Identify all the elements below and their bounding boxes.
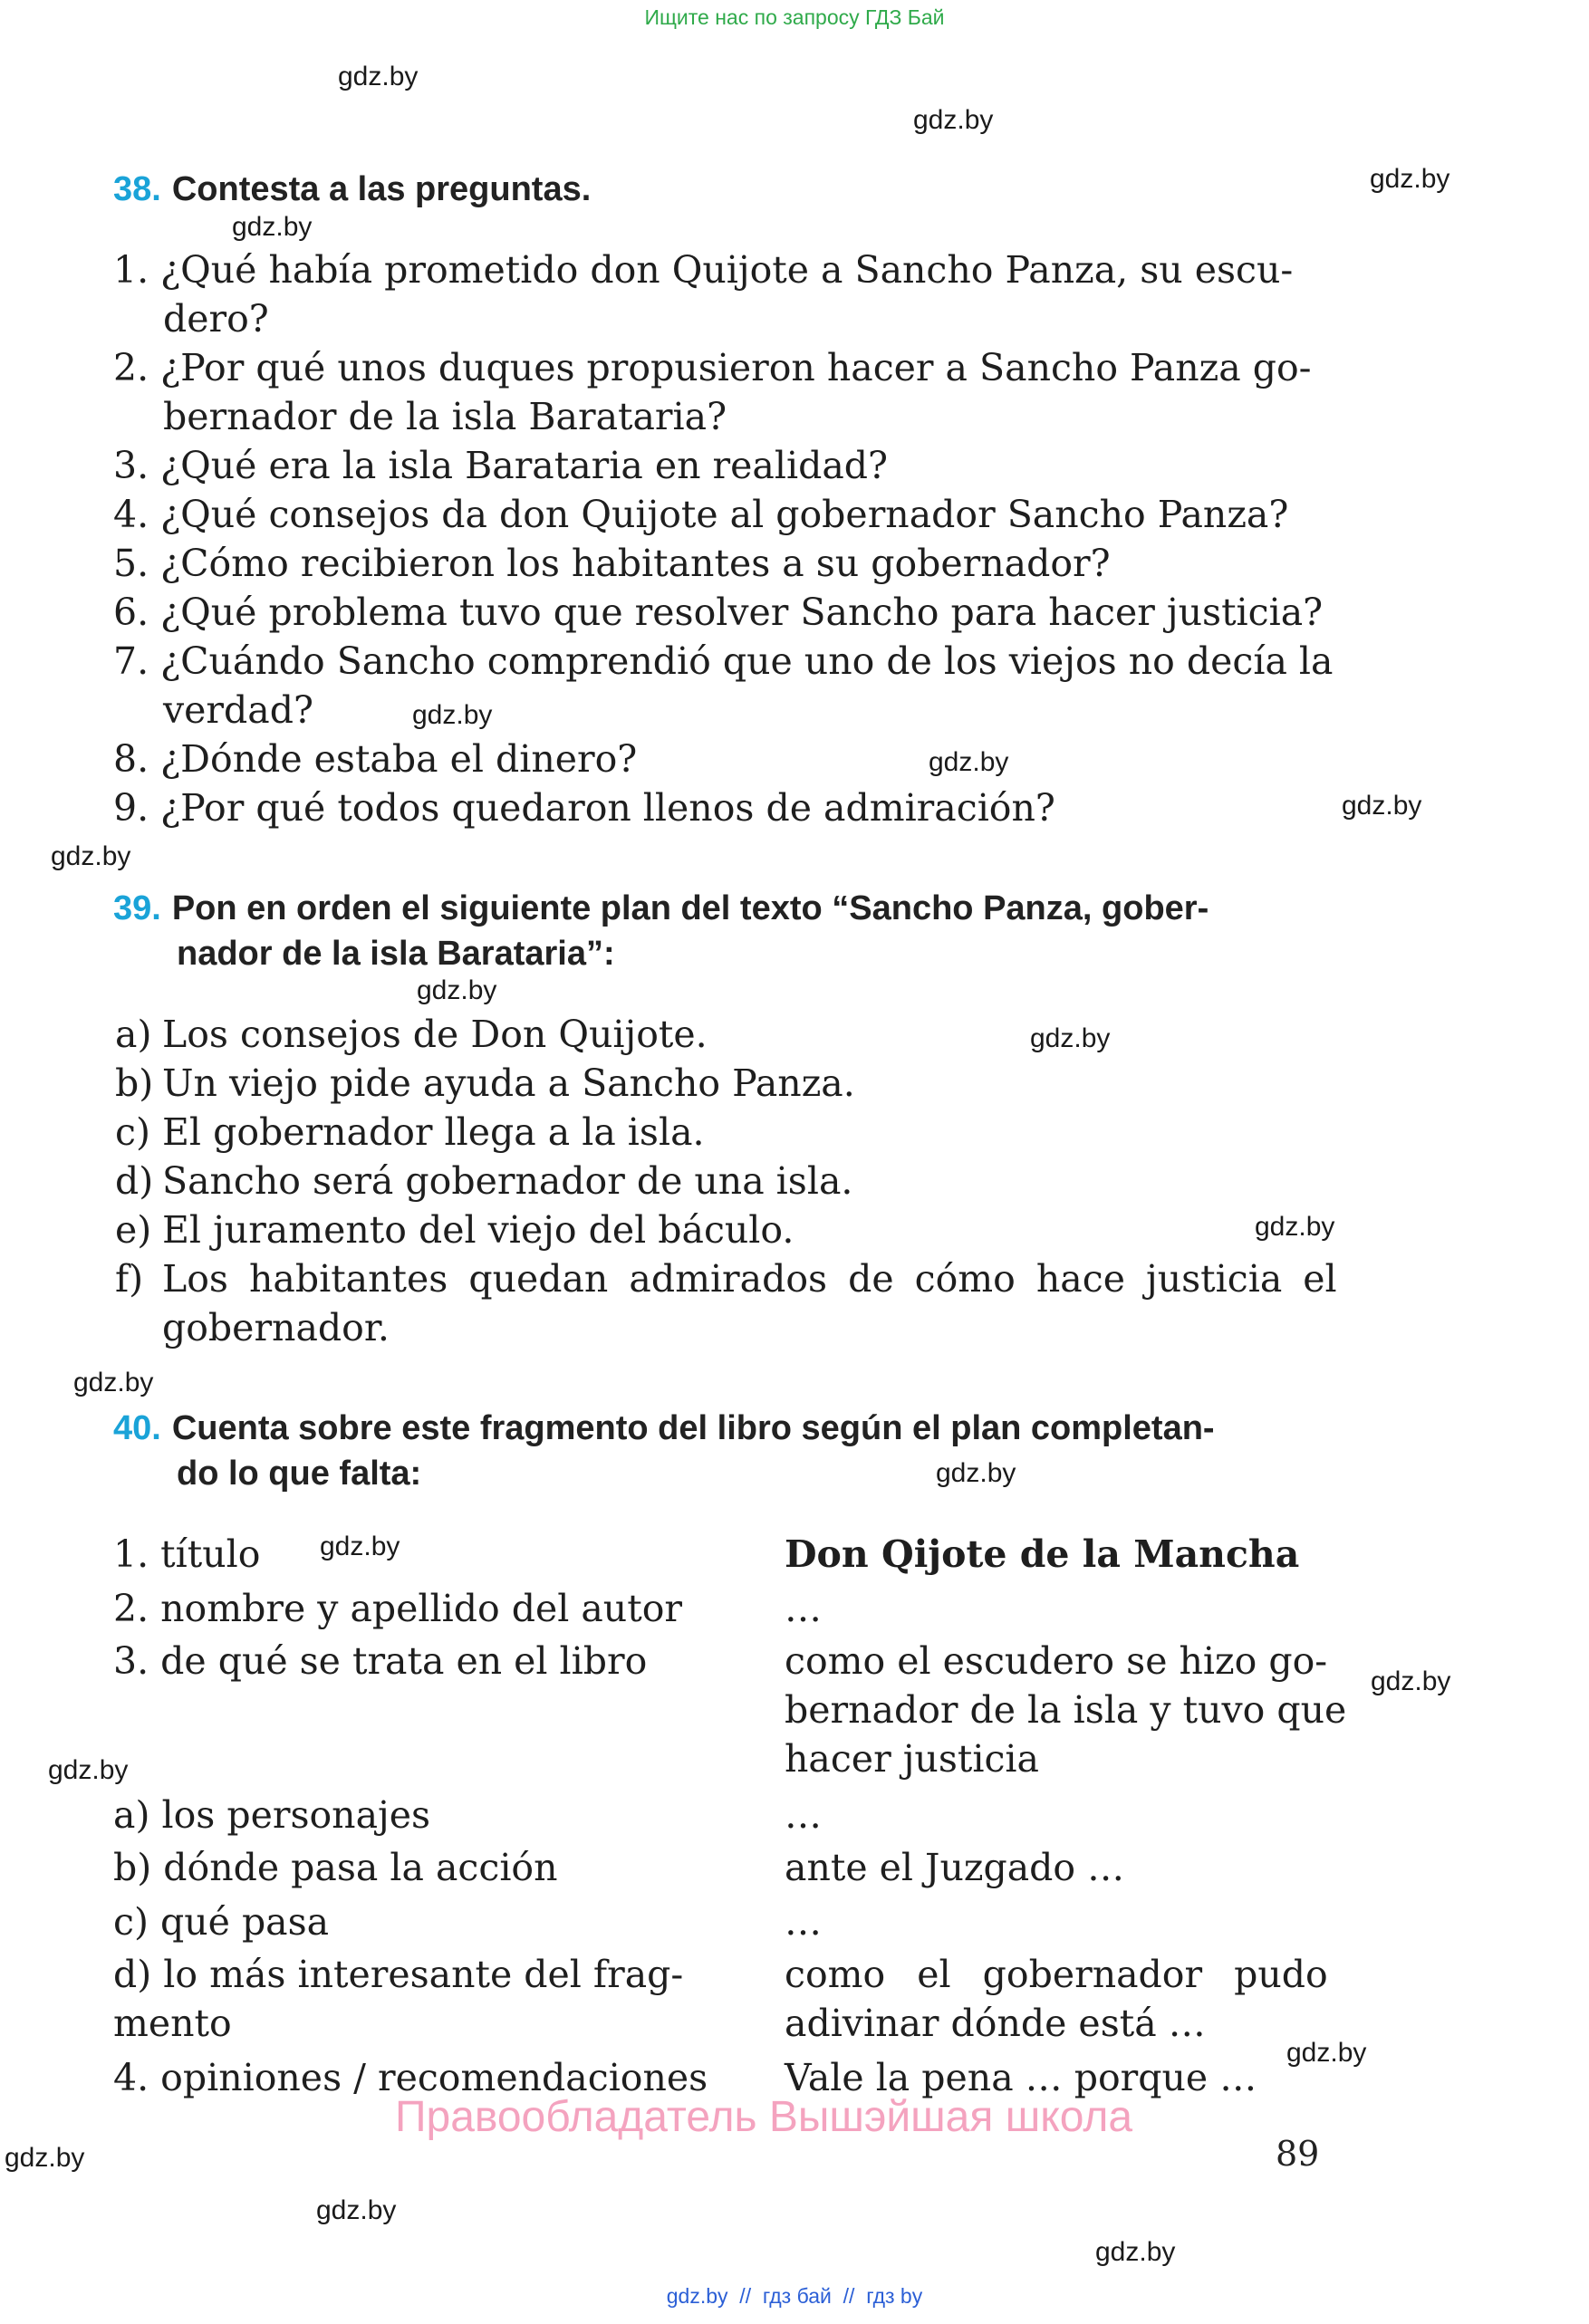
plan-left: 4. opiniones / recomendaciones: [113, 2056, 708, 2099]
plan-right: hacer justicia: [785, 1737, 1039, 1781]
page-number: 89: [1276, 2134, 1320, 2174]
plan-right: …: [785, 1793, 822, 1837]
task-38-heading: [113, 170, 591, 209]
plan-left: d) lo más interesante del frag-: [113, 1953, 684, 1996]
watermark: gdz.by: [412, 700, 493, 730]
plan-right: adivinar dónde está …: [785, 2002, 1206, 2045]
plan-left: c) qué pasa: [113, 1900, 330, 1944]
plan-left: a) los personajes: [113, 1793, 431, 1837]
question-line: 5. ¿Cómo recibieron los habitantes a su gobernador?: [113, 542, 1111, 585]
plan-right: bernador de la isla y tuvo que: [785, 1688, 1347, 1732]
watermark: gdz.by: [913, 105, 994, 135]
question-line: 6. ¿Qué problema tuvo que resolver Sancho para hacer justicia?: [113, 591, 1324, 634]
plan-right: como el escudero se hizo go-: [785, 1639, 1328, 1683]
task-title-cont: do lo que falta:: [177, 1455, 422, 1493]
watermark: gdz.by: [1370, 164, 1450, 194]
watermark: gdz.by: [1255, 1212, 1335, 1242]
question-line: 8. ¿Dónde estaba el dinero?: [113, 737, 638, 781]
watermark: gdz.by: [5, 2143, 85, 2173]
watermark: gdz.by: [417, 975, 497, 1005]
plan-item-cont: gobernador.: [162, 1306, 390, 1349]
task-number: 38.: [113, 170, 161, 208]
question-line: 9. ¿Por qué todos quedaron llenos de admiración?: [113, 786, 1055, 830]
question-line: 4. ¿Qué consejos da don Quijote al gobernador Sancho Panza?: [113, 493, 1289, 536]
plan-left: b) dónde pasa la acción: [113, 1846, 558, 1889]
plan-left: 3. de qué se trata en el libro: [113, 1639, 648, 1683]
watermark: gdz.by: [1095, 2237, 1176, 2267]
watermark: gdz.by: [1342, 791, 1422, 821]
plan-item: d) Sancho será gobernador de una isla.: [115, 1159, 853, 1203]
plan-left: 1. título: [113, 1532, 261, 1576]
watermark: gdz.by: [316, 2195, 397, 2225]
task-title: Cuenta sobre este fragmento del libro según el plan completan-: [171, 1409, 1215, 1447]
watermark: gdz.by: [929, 747, 1009, 777]
plan-right: Vale la pena … porque …: [785, 2056, 1257, 2099]
watermark: gdz.by: [936, 1458, 1016, 1488]
watermark: gdz.by: [51, 841, 131, 871]
question-line: 1. ¿Qué había prometido don Quijote a Sancho Panza, su escu-: [113, 248, 1294, 292]
watermark: gdz.by: [1286, 2038, 1367, 2068]
question-line: verdad?: [163, 688, 313, 732]
plan-left: 2. nombre y apellido del autor: [113, 1587, 682, 1630]
plan-left: mento: [113, 2002, 232, 2045]
question-line: 7. ¿Cuándo Sancho comprendió que uno de los viejos no decía la: [113, 639, 1334, 683]
plan-item: e) El juramento del viejo del báculo.: [115, 1208, 794, 1252]
watermark: gdz.by: [1371, 1666, 1451, 1696]
watermark: gdz.by: [320, 1532, 400, 1561]
question-line: bernador de la isla Barataria?: [163, 395, 727, 438]
watermark: gdz.by: [73, 1368, 154, 1397]
plan-right: …: [785, 1900, 822, 1944]
task-number: 40.: [113, 1409, 161, 1447]
top-banner[interactable]: Ищите нас по запросу ГДЗ Бай: [644, 5, 945, 29]
copyright-notice: Правообладатель Вышэйшая школа: [395, 2093, 1133, 2141]
task-number: 39.: [113, 889, 161, 927]
watermark: gdz.by: [1030, 1023, 1111, 1053]
task-40-heading: [113, 1409, 1215, 1448]
question-line: 2. ¿Por qué unos duques propusieron hacer a Sancho Panza go-: [113, 346, 1312, 389]
plan-right: como el gobernador pudo: [785, 1953, 1328, 1996]
plan-right-title: Don Qijote de la Mancha: [785, 1532, 1300, 1576]
task-title-cont: nador de la isla Barataria”:: [177, 935, 615, 973]
question-line: dero?: [163, 297, 269, 341]
plan-item: c) El gobernador llega a la isla.: [115, 1110, 705, 1154]
task-title: Pon en orden el siguiente plan del texto “Sancho Panza, gober-: [171, 889, 1209, 927]
footer-links[interactable]: gdz.by // гдз бай // гдз by: [666, 2284, 923, 2308]
question-line: 3. ¿Qué era la isla Barataria en realidad?: [113, 444, 888, 487]
task-39-heading: [113, 889, 1209, 928]
watermark: gdz.by: [232, 212, 313, 242]
watermark: gdz.by: [48, 1755, 129, 1785]
plan-right: ante el Juzgado …: [785, 1846, 1125, 1889]
watermark: gdz.by: [338, 62, 419, 91]
plan-item: b) Un viejo pide ayuda a Sancho Panza.: [115, 1061, 855, 1105]
plan-right: …: [785, 1587, 822, 1630]
task-title: Contesta a las preguntas.: [171, 170, 592, 208]
plan-item: a) Los consejos de Don Quijote.: [115, 1013, 708, 1056]
plan-item: f) Los habitantes quedan admirados de cómo hace justicia el: [115, 1257, 1337, 1301]
